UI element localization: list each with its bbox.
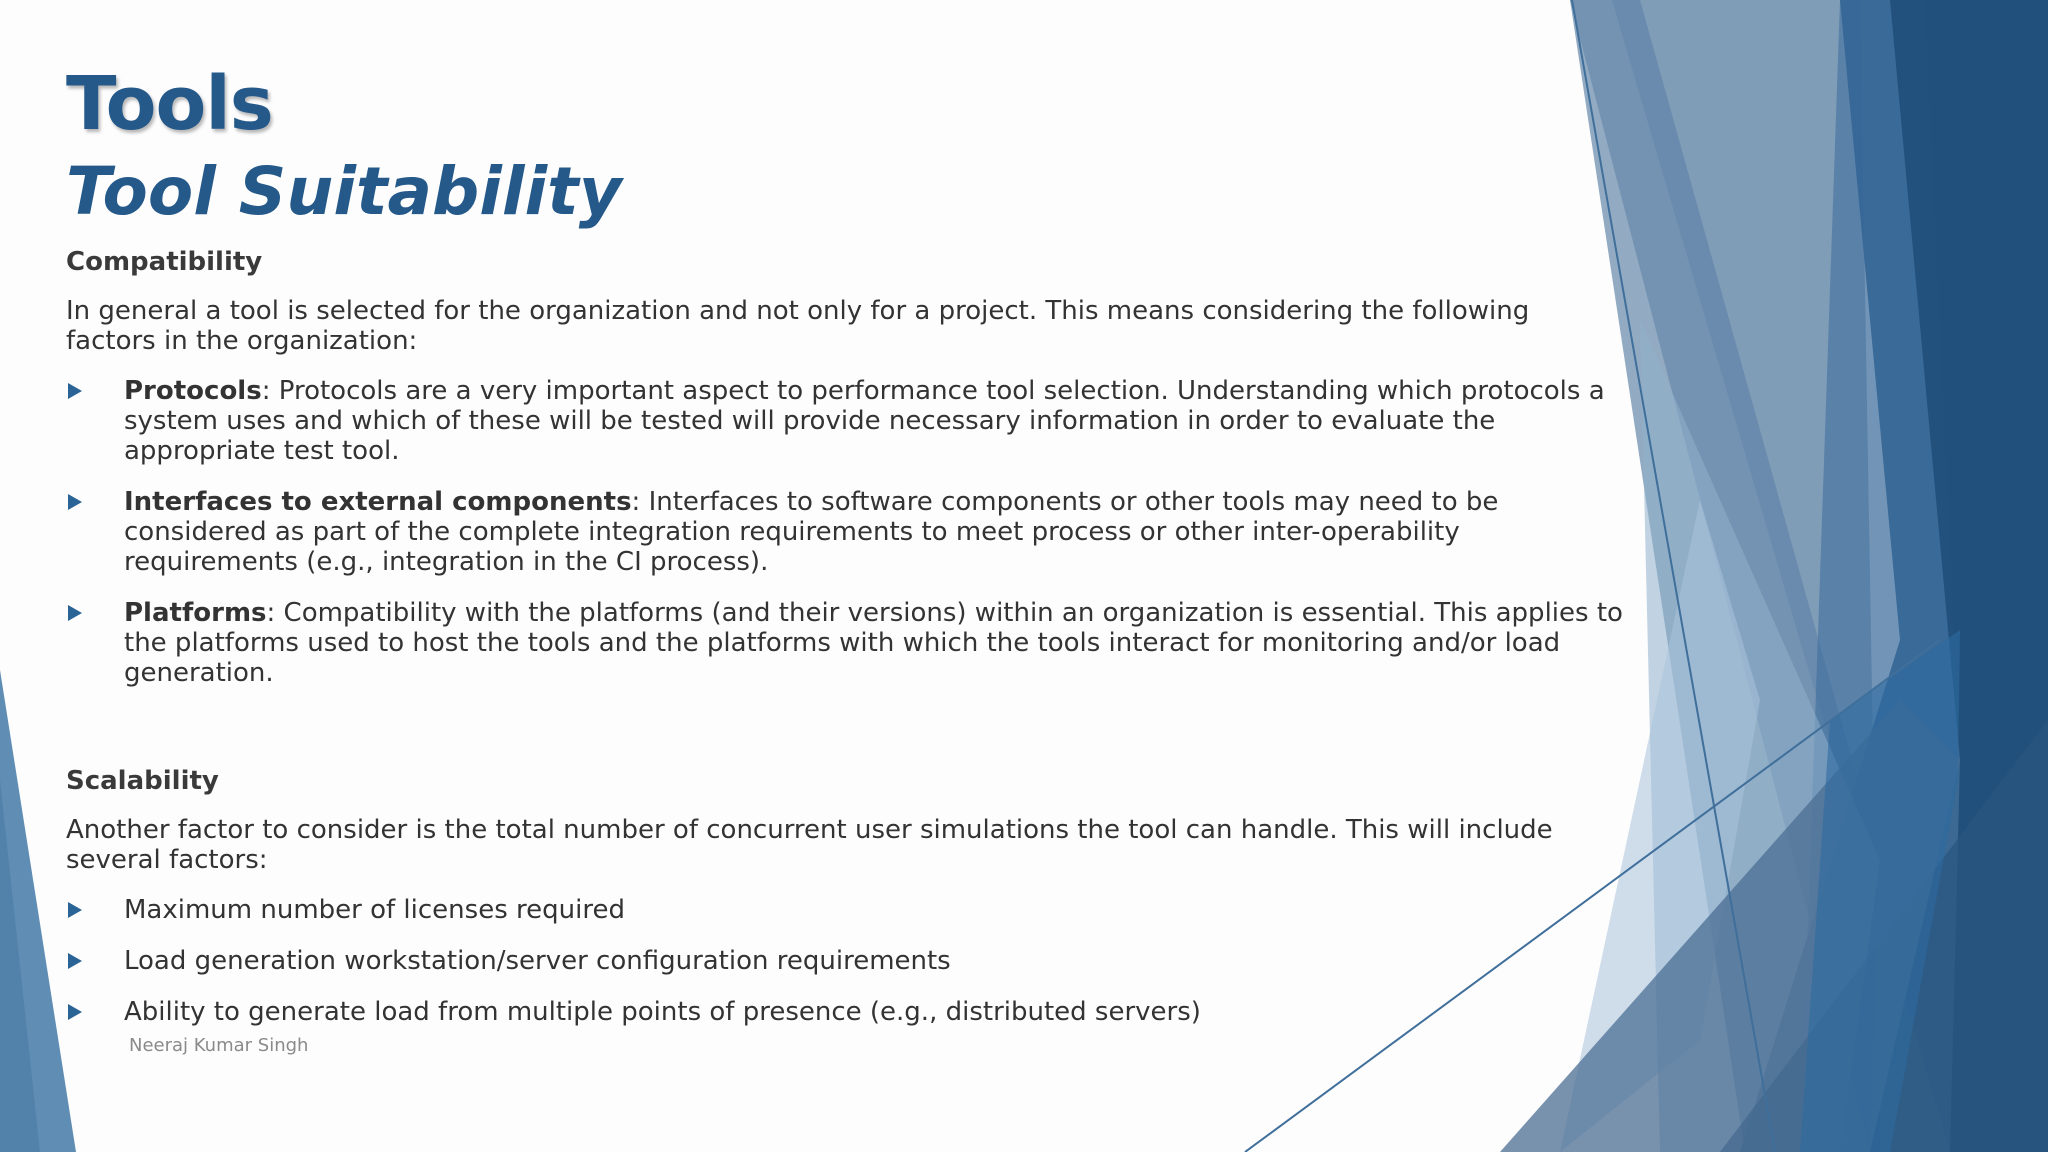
compatibility-list [66, 376, 1626, 688]
triangle-bullet-icon [68, 1004, 82, 1020]
list-item [66, 895, 1626, 925]
scalability-list [66, 895, 1626, 1027]
list-item [66, 946, 1626, 976]
scalability-heading: Scalability [66, 766, 219, 796]
triangle-bullet-icon [68, 605, 82, 621]
triangle-bullet-icon [68, 953, 82, 969]
section-spacer [66, 709, 1626, 765]
list-item [66, 598, 1626, 688]
list-item [66, 487, 1626, 577]
bullet-term: Protocols [124, 376, 262, 406]
bullet-text: : Interfaces to software components or other tools may need to be considered as part of the complete integration requirements to meet process or other inter-operability requirements (e.g., integration in the CI process). [124, 487, 1499, 577]
triangle-bullet-icon [68, 383, 82, 399]
bullet-text: Load generation workstation/server configuration requirements [124, 946, 951, 976]
compatibility-intro: In general a tool is selected for the organization and not only for a project. This means considering the following factors in the organization: [66, 296, 1530, 356]
bullet-term: Platforms [124, 598, 267, 628]
bullet-text: : Compatibility with the platforms (and their versions) within an organization is essential. This applies to the platforms used to host the tools and the platforms with which the tools interact for monitoring and/or load generation. [124, 598, 1623, 688]
slide-content [66, 58, 1626, 1048]
list-item [66, 376, 1626, 466]
scalability-intro: Another factor to consider is the total number of concurrent user simulations the tool can handle. This will include several factors: [66, 815, 1553, 875]
triangle-bullet-icon [68, 902, 82, 918]
bullet-text: Maximum number of licenses required [124, 895, 625, 925]
bullet-text: Ability to generate load from multiple points of presence (e.g., distributed servers) [124, 997, 1201, 1027]
slide-subtitle: Tool Suitability [66, 153, 622, 230]
footer-author: Neeraj Kumar Singh [129, 1035, 309, 1056]
bullet-term: Interfaces to external components [124, 487, 632, 517]
bullet-text: : Protocols are a very important aspect to performance tool selection. Understanding which protocols a system uses and which of these will be tested will provide necessary information in order to evaluate the appropriate test tool. [124, 376, 1605, 466]
slide-title: Tools [66, 61, 273, 147]
triangle-bullet-icon [68, 494, 82, 510]
list-item [66, 997, 1626, 1027]
compatibility-heading: Compatibility [66, 247, 263, 277]
